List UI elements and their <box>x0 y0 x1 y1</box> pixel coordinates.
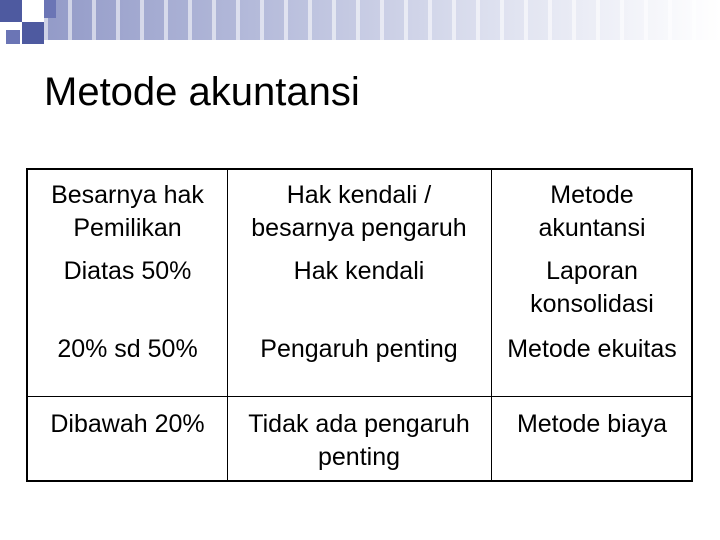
header-ownership <box>28 179 227 245</box>
header-method-line: Metode <box>550 181 634 209</box>
corner-square-decoration <box>44 0 56 18</box>
cell-ownership: Diatas 50% <box>63 257 192 285</box>
cell-method-line: Metode biaya <box>516 410 668 438</box>
cell-ownership: 20% sd 50% <box>57 335 198 363</box>
corner-square-decoration <box>6 30 20 44</box>
cell-ownership: Dibawah 20% <box>50 410 205 438</box>
header-method <box>491 179 693 245</box>
cell-method-line: konsolidasi <box>530 290 654 318</box>
header-band-stripes <box>0 0 720 40</box>
cell-method <box>491 408 693 441</box>
cell-method <box>491 333 693 366</box>
header-ownership-line: Besarnya hak <box>51 181 204 209</box>
corner-square-decoration <box>0 0 22 22</box>
cell-influence: Pengaruh penting <box>260 335 458 363</box>
cell-influence: Hak kendali <box>293 257 425 285</box>
corner-square-decoration <box>22 0 44 22</box>
header-method-line: akuntansi <box>538 214 646 242</box>
cell-method-line: Laporan <box>546 257 638 285</box>
corner-square-decoration <box>22 22 44 44</box>
accounting-method-table <box>26 168 693 482</box>
cell-influence <box>227 408 491 474</box>
header-influence <box>227 179 491 245</box>
slide-title: Metode akuntansi <box>44 70 360 114</box>
cell-method <box>491 255 693 321</box>
table-row-divider <box>28 396 691 397</box>
header-ownership-line: Pemilikan <box>73 214 182 242</box>
header-influence-line: besarnya pengaruh <box>251 214 467 242</box>
header-influence-line: Hak kendali / <box>286 181 432 209</box>
cell-influence-line: Tidak ada pengaruh <box>248 410 470 438</box>
cell-influence-line: penting <box>317 443 401 471</box>
cell-method-line: Metode ekuitas <box>507 335 677 363</box>
